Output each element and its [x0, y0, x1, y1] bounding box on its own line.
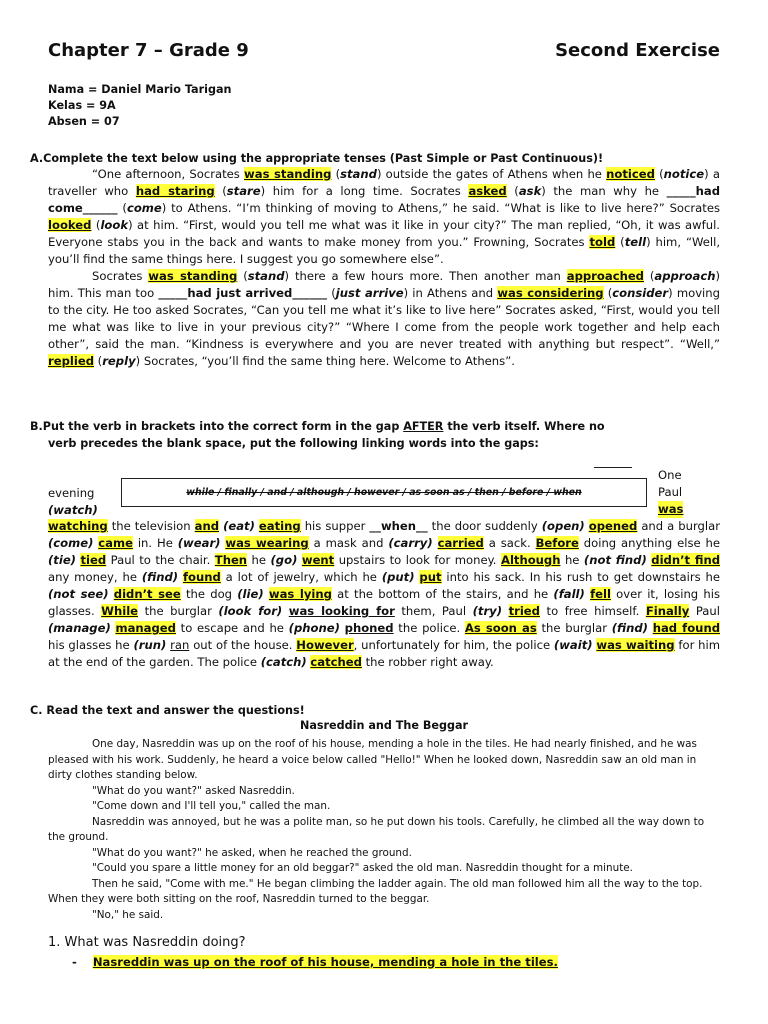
text-run: ( [506, 184, 519, 198]
marked-word: tried [508, 604, 540, 618]
text-run [502, 604, 509, 618]
marked-word: had found [652, 621, 720, 635]
student-class: Kelas = 9A [48, 99, 116, 112]
marked-word: looked [48, 218, 92, 232]
text-run: any money, he [48, 570, 142, 584]
word-watch: (watch) [48, 503, 98, 517]
marked-word: (catch) [260, 655, 307, 669]
marked-word: opened [588, 519, 638, 533]
text-run: the dog [180, 587, 238, 601]
marked-word: approached [566, 269, 644, 283]
marked-word: eating [258, 519, 301, 533]
exercise-title: Second Exercise [555, 40, 720, 61]
word-one: One [658, 468, 682, 482]
text-run: he [247, 553, 271, 567]
marked-word: tied [80, 553, 107, 567]
marked-word: (run) [133, 638, 167, 652]
marked-word: carried [437, 536, 484, 550]
text-run: ( [94, 354, 103, 368]
text-run: the burglar [138, 604, 219, 618]
marked-word: Finally [645, 604, 690, 618]
story-paragraph: One day, Nasreddin was up on the roof of his house, mending a hole in the tiles. He had nearly finished, and he was pleased with his work. Suddenly, he heard a voice below called "Hello!" When he looked down, Nasreddin saw an old man in dirty clothes standing below. [48, 738, 697, 781]
text-run: ( [615, 235, 625, 249]
text-run: a lot of jewelry, which he [220, 570, 382, 584]
marked-word: tell [624, 235, 647, 249]
marked-word: (lie) [237, 587, 264, 601]
marked-word: While [101, 604, 139, 618]
text-run: ( [237, 269, 248, 283]
text-run: over it, losing his glasses. [48, 587, 720, 618]
student-info [48, 82, 231, 130]
student-name: Nama = Daniel Mario Tarigan [48, 83, 232, 96]
marked-word: went [301, 553, 335, 567]
marked-word: (carry) [388, 536, 433, 550]
text-run: ( [91, 218, 101, 232]
text-run: ) the man why he [541, 184, 667, 198]
text-run: ) a traveller who [48, 167, 720, 198]
marked-word: Before [535, 536, 579, 550]
text-run: ( [214, 184, 227, 198]
instruction-text: B.Put the verb in brackets into the correct form in the gap [30, 420, 404, 433]
text-run: ) Socrates, “you’ll find the same thing here. Welcome to Athens”. [135, 354, 515, 368]
marked-word: and [194, 519, 220, 533]
instruction-text-2: the verb itself. Where no [443, 420, 605, 433]
marked-word: replied [48, 354, 94, 368]
marked-word: stand [340, 167, 377, 181]
text-run: and a burglar [637, 519, 721, 533]
text-run: ( [327, 286, 336, 300]
story-paragraph: "What do you want?" he asked, when he reached the ground. [92, 846, 412, 859]
marked-word: stand [247, 269, 285, 283]
answer-blank [594, 467, 632, 468]
marked-word: Then [214, 553, 248, 567]
marked-word: catched [310, 655, 362, 669]
text-run: at the bottom of the stairs, and he [331, 587, 554, 601]
text-run: to free himself. [539, 604, 646, 618]
marked-word: came [98, 536, 133, 550]
marked-word: stare [226, 184, 261, 198]
text-run: ) him, “Well, you’ll find the same things here. I suggest you go somewhere else”. [48, 235, 720, 266]
marked-word: (not find) [583, 553, 647, 567]
story-paragraph: "Come down and I'll tell you," called the man. [92, 800, 331, 812]
marked-word: _____had come______ [48, 184, 721, 215]
marked-word: fell [590, 587, 611, 601]
marked-word: told [589, 235, 616, 249]
section-a-text [48, 166, 720, 370]
marked-word: consider [612, 286, 669, 300]
story-text [48, 737, 722, 923]
word-evening: evening [48, 486, 95, 500]
text-run: ( [654, 167, 664, 181]
marked-word: __when__ [369, 519, 428, 533]
section-a-paragraph-1 [48, 166, 720, 268]
text-run: the robber right away. [361, 655, 494, 669]
marked-word: (not see) [48, 587, 109, 601]
answer-1 [72, 955, 558, 969]
text-run: the door suddenly [427, 519, 542, 533]
marked-word: didn’t see [113, 587, 181, 601]
section-c-instruction: C. Read the text and answer the questions! [30, 704, 305, 717]
text-run: ) to Athens. “I’m thinking of moving to Athens,” he said. “What is like to live here?” Socrates [161, 201, 720, 215]
marked-word: (manage) [48, 621, 111, 635]
text-run: doing anything else he [578, 536, 720, 550]
marked-word: look [100, 218, 129, 232]
marked-word: was standing [244, 167, 332, 181]
marked-word: As soon as [464, 621, 537, 635]
page-header [48, 40, 720, 68]
text-run: Paul [689, 604, 720, 618]
marked-word: was waiting [596, 638, 675, 652]
marked-word: (eat) [223, 519, 255, 533]
marked-word: (find) [141, 570, 179, 584]
text-run: the police. [393, 621, 465, 635]
text-run: his glasses he [48, 638, 134, 652]
text-run: ) moving to the city. He too asked Socrates, “Can you tell me what it’s like to live here” Socrates asked, “First, would you tell me what was like to live in your previous city?” “Where I come from the people work together and help each other”, said the man. “Kindness is everywhere and you are never treated with anything but respect”. “Well,” [48, 286, 720, 351]
text-run: a sack. [483, 536, 536, 550]
text-run: to escape and he [175, 621, 289, 635]
marked-word: (put) [381, 570, 415, 584]
instruction-emphasis: AFTER [403, 420, 444, 433]
section-a-instruction: A.Complete the text below using the appropriate tenses (Past Simple or Past Continuous)! [30, 152, 604, 165]
text-run: ) outside the gates of Athens when he [376, 167, 607, 181]
text-run: ( [331, 167, 341, 181]
text-run: “One afternoon, Socrates [92, 167, 245, 181]
marked-word: (tie) [48, 553, 76, 567]
text-run: upstairs to look for money. [334, 553, 501, 567]
marked-word: come [126, 201, 162, 215]
story-paragraph: Then he said, "Come with me." He began climbing the ladder again. The old man followed him all the way to the top. When they were both sitting on the roof, Nasreddin turned to the beggar. [48, 877, 703, 905]
story-paragraph: "What do you want?" asked Nasreddin. [92, 784, 295, 797]
text-run: ( [117, 201, 127, 215]
marked-word: was considering [497, 286, 604, 300]
marked-word: (try) [472, 604, 503, 618]
marked-word: had staring [135, 184, 215, 198]
chapter-title: Chapter 7 – Grade 9 [48, 40, 249, 61]
marked-word: put [419, 570, 442, 584]
marked-word: was looking for [288, 604, 395, 618]
story-title: Nasreddin and The Beggar [299, 719, 469, 732]
text-run: ) at him. “First, would you tell me what was it like in your city?” The man replied, “Oh, it was awful. Everyone stabs you in the back and wants to make money from you.” Frowning, Socrates [48, 218, 720, 249]
marked-word: Although [500, 553, 561, 567]
section-b-body [48, 518, 720, 671]
marked-word: found [182, 570, 221, 584]
story-paragraph: "No," he said. [92, 908, 164, 921]
text-run [433, 536, 438, 550]
marked-word: (fall) [553, 587, 585, 601]
answer-text: Nasreddin was up on the roof of his house, mending a hole in the tiles. [92, 955, 558, 969]
marked-word: (come) [48, 536, 94, 550]
text-run: he [560, 553, 584, 567]
text-run: for him at the end of the garden. The police [48, 638, 721, 669]
section-a-paragraph-2 [48, 268, 720, 370]
section-b-instruction-2: verb precedes the blank space, put the following linking words into the gaps: [48, 437, 539, 450]
text-run: ) him for a long time. Socrates [260, 184, 469, 198]
section-b-instruction [30, 418, 720, 435]
marked-word: notice [663, 167, 705, 181]
story-paragraph: "Could you spare a little money for an old beggar?" asked the old man. Nasreddin thought for a minute. [92, 862, 633, 874]
text-run [648, 621, 653, 635]
text-run: Paul to the chair. [106, 553, 215, 567]
marked-word: asked [468, 184, 507, 198]
marked-word: (go) [270, 553, 298, 567]
marked-word: approach [654, 269, 716, 283]
marked-word: was wearing [225, 536, 309, 550]
marked-word: watching [48, 519, 108, 533]
marked-word: _____had just arrived______ [158, 286, 328, 300]
marked-word: reply [102, 354, 136, 368]
text-run: the burglar [536, 621, 612, 635]
marked-word: noticed [606, 167, 655, 181]
linking-words-box: while / finally / and / although / however / as soon as / then / before / when [121, 478, 647, 507]
text-run: a mask and [308, 536, 389, 550]
marked-word: just arrive [335, 286, 404, 300]
text-run: the television [107, 519, 195, 533]
marked-word: was lying [268, 587, 332, 601]
marked-word: phoned [344, 621, 394, 635]
word-paul: Paul [658, 485, 683, 499]
marked-word: (look for) [218, 604, 283, 618]
text-run: ) him. This man too [48, 269, 720, 300]
text-run: out of the house. [189, 638, 297, 652]
marked-word: (wait) [553, 638, 593, 652]
text-run: in. He [132, 536, 178, 550]
answer-dash: - [72, 955, 77, 969]
text-run: them, Paul [394, 604, 473, 618]
text-run: , unfortunately for him, the police [353, 638, 554, 652]
text-run: into his sack. In his rush to get downstairs he [441, 570, 720, 584]
marked-word: (phone) [288, 621, 340, 635]
text-run: his supper [300, 519, 370, 533]
marked-word: ask [518, 184, 542, 198]
marked-word: was standing [148, 269, 238, 283]
text-run: Socrates [92, 269, 149, 283]
marked-word: (open) [541, 519, 585, 533]
question-1: 1. What was Nasreddin doing? [48, 935, 246, 950]
marked-word: didn’t find [651, 553, 721, 567]
text-run: ( [643, 269, 655, 283]
marked-word: However [296, 638, 354, 652]
marked-word: (find) [611, 621, 648, 635]
word-was: was [658, 502, 684, 516]
text-run: ) there a few hours more. Then another man [284, 269, 567, 283]
marked-word: managed [115, 621, 176, 635]
story-paragraph: Nasreddin was annoyed, but he was a polite man, so he put down his tools. Carefully, he climbed all the way down to the ground. [48, 815, 705, 843]
text-run: ( [603, 286, 613, 300]
marked-word: (wear) [177, 536, 221, 550]
marked-word: ran [170, 638, 190, 652]
text-run: ) in Athens and [403, 286, 498, 300]
section-b-text [48, 518, 720, 671]
student-absen: Absen = 07 [48, 115, 120, 128]
text-run [109, 587, 114, 601]
